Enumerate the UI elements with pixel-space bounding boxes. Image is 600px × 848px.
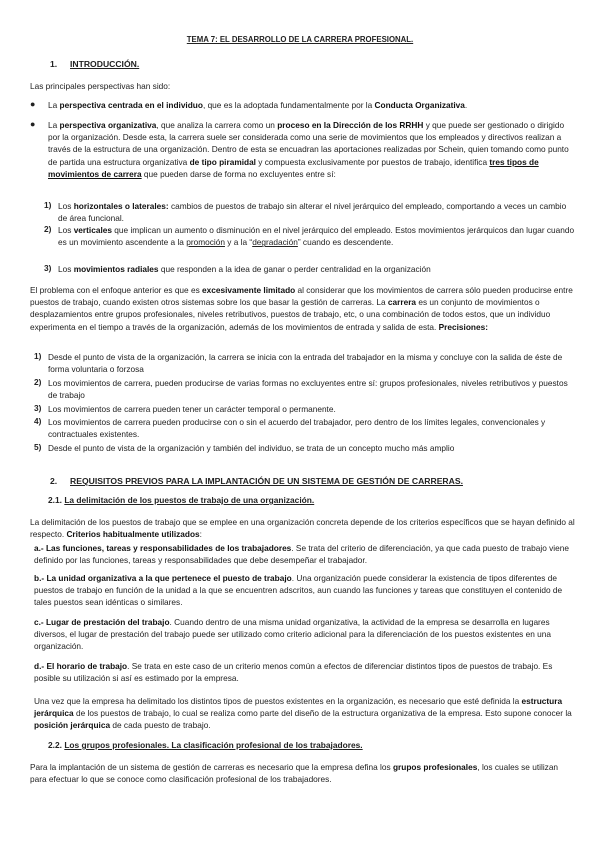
bold-text: tres tipos de movimientos de carrera — [48, 156, 539, 179]
text-run: . Se trata en este caso de un criterio menos común a efectos de diferenciar distintos tipos de puestos de trabajo. Es posible su utilización si así es estimado por la empresa. — [34, 661, 553, 684]
section-1-heading — [50, 59, 139, 69]
bold-text: perspectiva centrada en el individuo — [59, 100, 203, 110]
bold-text: excesivamente limitado — [202, 285, 296, 295]
text-run: y que puede ser gestionado o dirigido por la organización. Desde esta, la carrera suele ser considerada como una serie de movimientos que los empleados y directivos realizan a través de la estructura de una organización. Dentro de esta se encuadran las aportaciones realizadas por Schein, quien tomando como punto de partida una estructura organizativa — [48, 120, 569, 167]
item-text — [58, 263, 575, 275]
bold-text: d.- El horario de trabajo — [34, 661, 128, 671]
bullet-item — [30, 119, 575, 180]
bold-text: b.- La unidad organizativa a la que pertenece el puesto de trabajo — [34, 573, 292, 583]
text-run: Los — [58, 201, 74, 211]
text-run: La — [48, 100, 60, 110]
bullet-icon: ● — [30, 119, 36, 129]
bold-text: verticales — [73, 225, 112, 235]
bold-text: c.- Lugar de prestación del trabajo — [34, 617, 170, 627]
bullet-icon: ● — [30, 99, 36, 109]
bold-text: Precisiones: — [438, 321, 488, 332]
item-text — [48, 442, 575, 454]
text-run: . Cuando dentro de una misma unidad organizativa, la actividad de la empresa se desarrolla en lugares diversos, el lugar de prestación del trabajo puede ser utilizado como criterio adicional para la diferenciación de los puestos existentes en una organización. — [34, 617, 552, 652]
item-text — [48, 403, 575, 415]
item-number: 5) — [34, 442, 42, 452]
text-run: cambios de puestos de trabajo sin alterar el nivel jerárquico del empleado, comportando a veces un cambio de área funcional. — [58, 201, 567, 224]
text-run: que pueden darse de forma no excluyentes entre sí: — [141, 168, 336, 179]
text-run: . Se trata del criterio de diferenciación, ya que cada puesto de trabajo viene definido por las funciones, tareas y responsabilidades que debe desempeñar el trabajador. — [34, 543, 569, 566]
bold-text: proceso en la Dirección de los RRHH — [277, 120, 424, 130]
text-run: , que analiza la carrera como un — [156, 120, 278, 130]
section-title: INTRODUCCIÓN. — [70, 59, 140, 69]
text-run: que implican un aumento o disminución en el nivel jerárquico del empleado. Estos movimientos jerárquicos dan lugar cuando es un movimiento ascendente a la — [58, 225, 575, 248]
precision-item — [34, 416, 575, 440]
text-run: al considerar que los movimientos de carrera sólo pueden producirse entre puestos de trabajo, cuando existen otros sistemas sobre los que basar la gestión de carreras. La — [30, 285, 573, 308]
bold-text: horizontales o laterales: — [73, 201, 169, 211]
movement-item — [44, 224, 575, 248]
movement-item — [44, 263, 575, 275]
bullet-text — [48, 99, 575, 111]
subsection-number: 2.1. — [48, 495, 62, 505]
bold-text: Criterios habitualmente utilizados — [66, 529, 200, 540]
item-number: 1) — [34, 351, 42, 361]
subsection-2-2-heading — [48, 740, 363, 750]
bold-text: carrera — [387, 297, 417, 308]
text-run: de cada puesto de trabajo. — [110, 720, 211, 731]
criterion-item — [34, 572, 575, 609]
hierarchy-paragraph — [34, 695, 575, 732]
item-number: 2) — [34, 377, 42, 387]
subsection-title: La delimitación de los puestos de trabajo de una organización. — [64, 495, 315, 505]
text-run: La delimitación de los puestos de trabajo que se emplee en una organización concreta depende de los criterios específicos que se hayan definido al respecto. — [30, 517, 575, 540]
text-run: La — [48, 120, 60, 130]
bold-text: de tipo piramidal — [189, 156, 256, 167]
item-number: 2) — [44, 224, 52, 234]
text-run: Los movimientos de carrera pueden tener un carácter temporal o permanente. — [48, 404, 336, 414]
section-number: 2. — [50, 476, 58, 486]
problem-paragraph — [30, 284, 575, 333]
text-run: . — [464, 100, 468, 110]
bullet-text — [48, 119, 575, 180]
bullet-item — [30, 99, 575, 111]
delimitation-paragraph — [30, 516, 575, 540]
bold-text: estructura jerárquica — [34, 696, 563, 719]
text-run: , que es la adoptada fundamentalmente por la — [202, 100, 375, 110]
text-run: Desde el punto de vista de la organización y también del individuo, se trata de un concepto mucho más amplio — [48, 443, 455, 453]
underlined-text: degradación — [252, 237, 298, 248]
bold-text: Conducta Organizativa — [374, 100, 465, 110]
bold-text: perspectiva organizativa — [59, 120, 157, 130]
professional-groups-paragraph — [30, 761, 575, 785]
text-run: Los movimientos de carrera pueden producirse con o sin el acuerdo del trabajador, pero dentro de los límites legales, convencionales y contractuales existentes. — [48, 417, 546, 440]
precision-item — [34, 403, 575, 415]
precision-item — [34, 377, 575, 401]
criterion-item — [34, 616, 575, 653]
text-run: Una vez que la empresa ha delimitado los distintos tipos de puestos existentes en la organización, es necesario que esté definida la — [34, 696, 522, 706]
text-run: Desde el punto de vista de la organización, la carrera se inicia con la entrada del trabajador en la misma y concluye con la salida de éste de forma voluntaria o forzosa — [48, 352, 563, 375]
text-run: . Una organización puede considerar la existencia de tipos diferentes de puestos de trabajo en función de la unidad a la que se encuentren adscritos, aun cuando las funciones y tareas que constituyen el contenido de tales puestos sean idénticas o similares. — [34, 573, 563, 608]
text-run: y a la “ — [224, 237, 253, 248]
item-number: 3) — [44, 263, 52, 273]
section-title: REQUISITOS PREVIOS PARA LA IMPLANTACIÓN DE UN SISTEMA DE GESTIÓN DE CARRERAS. — [70, 476, 463, 486]
item-text — [48, 377, 575, 401]
subsection-number: 2.2. — [48, 740, 62, 750]
bold-text: a.- Las funciones, tareas y responsabilidades de los trabajadores — [34, 543, 292, 553]
text-run: El problema con el enfoque anterior es que es — [30, 285, 203, 295]
item-text — [58, 200, 575, 224]
section-2-heading — [50, 476, 463, 486]
movement-item — [44, 200, 575, 224]
item-number: 4) — [34, 416, 42, 426]
text-run: Para la implantación de un sistema de gestión de carreras es necesario que la empresa defina los — [30, 762, 393, 772]
underlined-text: promoción — [186, 237, 225, 248]
text-run: Las principales perspectivas han sido: — [30, 81, 171, 91]
text-run: Los — [58, 225, 74, 235]
precision-item — [34, 442, 575, 454]
precision-item — [34, 351, 575, 375]
text-run: de los puestos de trabajo, lo cual se realiza como parte del diseño de la estructura organizativa de la empresa. Esto supone conocer la — [73, 708, 572, 719]
text-run: : — [199, 529, 202, 540]
subsection-2-1-heading — [48, 495, 314, 505]
text-run: que responden a la idea de ganar o perder centralidad en la organización — [158, 264, 431, 274]
text-run: , los cuales se utilizan para efectuar lo que se conoce como clasificación profesional de los trabajadores. — [30, 762, 559, 785]
item-text — [48, 416, 575, 440]
text-run: Los movimientos de carrera, pueden producirse de varias formas no excluyentes entre sí: grupos profesionales, niveles retributivos y puestos de trabajo — [48, 378, 568, 401]
item-text — [48, 351, 575, 375]
item-text — [58, 224, 575, 248]
document-title: TEMA 7: EL DESARROLLO DE LA CARRERA PROFESIONAL. — [186, 35, 414, 44]
bold-text: grupos profesionales — [392, 762, 478, 772]
section-number: 1. — [50, 59, 58, 69]
intro-paragraph — [30, 80, 575, 92]
item-number: 1) — [44, 200, 52, 210]
bold-text: posición jerárquica — [34, 720, 111, 731]
bold-text: movimientos radiales — [73, 264, 159, 274]
text-run: y compuesta exclusivamente por puestos de trabajo, identifica — [256, 156, 490, 167]
text-run: es un conjunto de movimientos o desplazamientos entre grupos profesionales, niveles retributivos, puestos de trabajo, etc, o una combinación de todos estos, que un individuo experimenta en el tiempo a través de la organización, además de los movimientos de entrada y salida de esta. — [30, 297, 551, 332]
criterion-item — [34, 660, 575, 684]
criterion-item — [34, 542, 575, 566]
subsection-title: Los grupos profesionales. La clasificación profesional de los trabajadores. — [64, 740, 363, 750]
item-number: 3) — [34, 403, 42, 413]
text-run: Los — [58, 264, 74, 274]
text-run: ” cuando es descendente. — [297, 237, 394, 248]
